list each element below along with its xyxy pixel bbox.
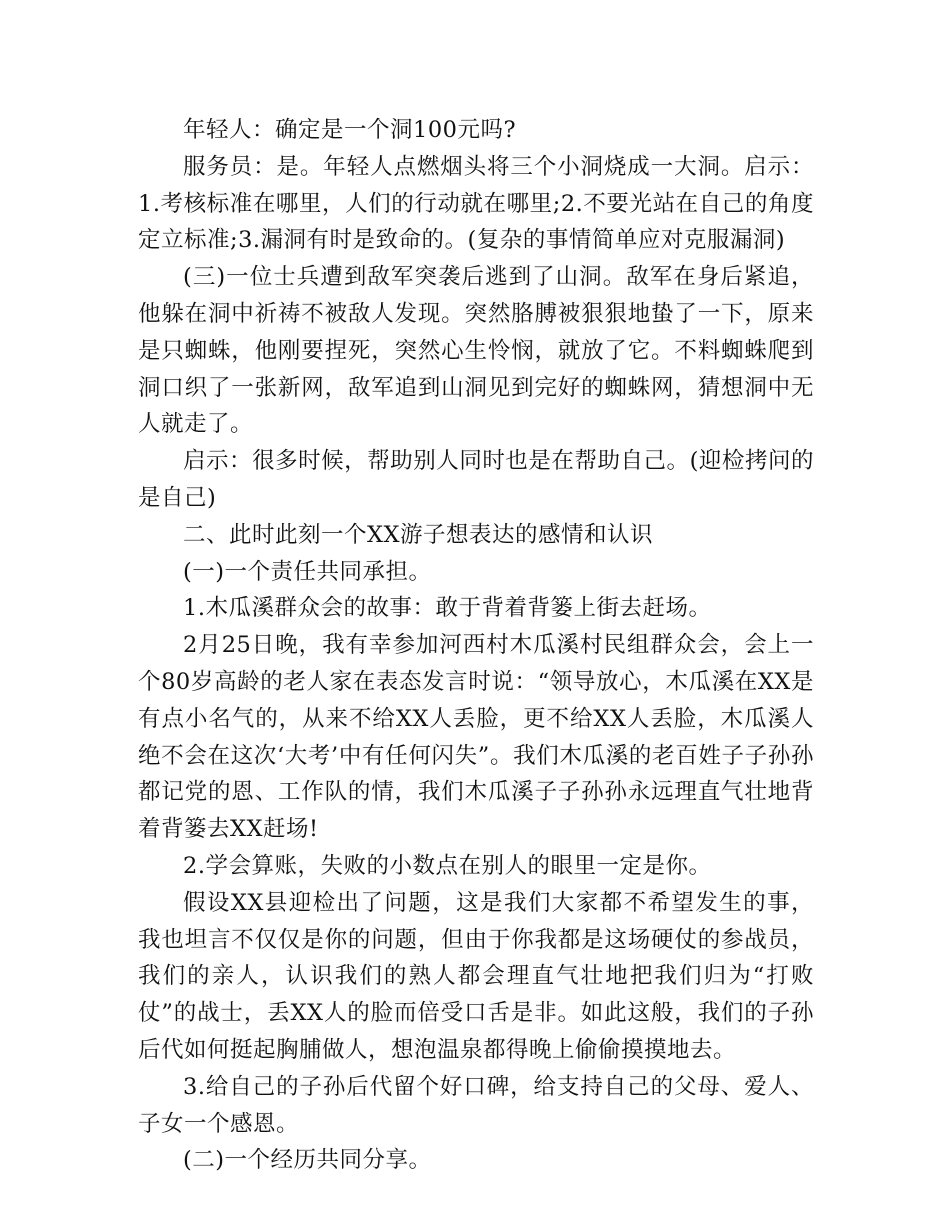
subsection-heading: (二)一个经历共同分享。 <box>183 1147 432 1174</box>
paragraph: 2月25日晚，我有幸参加河西村木瓜溪村民组群众会，会上一个80岁高龄的老人家在表态发言时说：“领导放心，木瓜溪在XX是有点小名气的，从来不给XX人丢脸，更不给XX人丢脸，木瓜溪人绝不会在这次‘大考’中有任何闪失”。我们木瓜溪的老百姓子子孙孙都记党的恩、工作队的情，我们木瓜溪子子孙孙永远理直气壮地背着背篓去XX赶场! <box>138 632 814 843</box>
section-heading: 二、此时此刻一个XX游子想表达的感情和认识 <box>183 521 654 548</box>
paragraph: 1.木瓜溪群众会的故事：敢于背着背篓上街去赶场。 <box>183 595 712 622</box>
paragraph: 启示：很多时候，帮助别人同时也是在帮助自己。(迎检拷问的是自己) <box>138 448 814 511</box>
subsection-heading: (一)一个责任共同承担。 <box>183 558 432 585</box>
paragraph: 3.给自己的子孙后代留个好口碑，给支持自己的父母、爱人、子女一个感恩。 <box>138 1073 814 1137</box>
paragraph: 假设XX县迎检出了问题，这是我们大家都不希望发生的事，我也坦言不仅仅是你的问题，但由于你我都是这场硬仗的参战员，我们的亲人，认识我们的熟人都会理直气壮地把我们归为“打败仗”的战士，丢XX人的脸而倍受口舌是非。如此这般，我们的子孙后代如何挺起胸脯做人，想泡温泉都得晚上偷偷摸摸地去。 <box>138 889 814 1063</box>
paragraph: 年轻人：确定是一个洞100元吗? <box>183 117 517 143</box>
paragraph: 服务员：是。年轻人点燃烟头将三个小洞烧成一大洞。启示：1.考核标准在哪里，人们的行动就在哪里;2.不要光站在自己的角度定立标准;3.漏洞有时是致命的。(复杂的事情简单应对克服漏洞) <box>138 153 814 254</box>
paragraph: 2.学会算账，失败的小数点在别人的眼里一定是你。 <box>183 852 712 879</box>
document-body <box>138 112 814 1179</box>
paragraph: (三)一位士兵遭到敌军突袭后逃到了山洞。敌军在身后紧追，他躲在洞中祈祷不被敌人发现。突然胳膊被狠狠地蛰了一下，原来是只蜘蛛，他刚要捏死，突然心生怜悯，就放了它。不料蜘蛛爬到洞口织了一张新网，敌军追到山洞见到完好的蜘蛛网，猜想洞中无人就走了。 <box>138 264 814 438</box>
